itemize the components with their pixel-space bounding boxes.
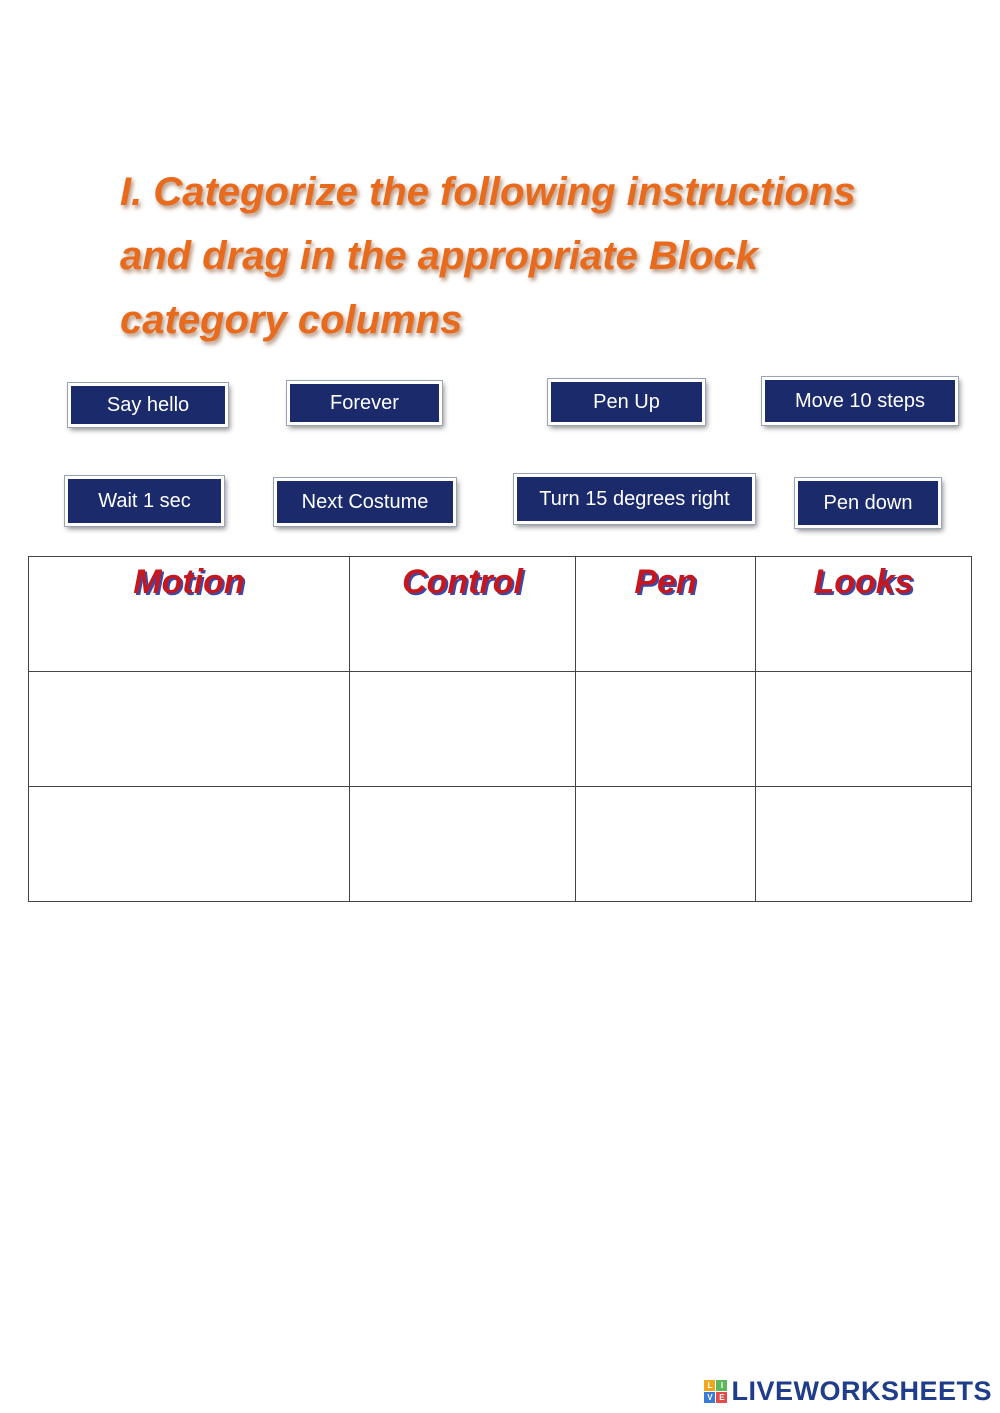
drop-cell-motion-3[interactable] [29, 787, 350, 902]
drop-cell-control-1[interactable] [350, 557, 576, 672]
block-pen-up[interactable]: Pen Up [548, 379, 705, 425]
block-move-10-steps[interactable]: Move 10 steps [762, 377, 958, 425]
instruction-line-1: I. Categorize the following instructions [120, 170, 856, 214]
block-forever[interactable]: Forever [287, 381, 442, 425]
column-header-motion: Motion [133, 563, 245, 601]
drop-cell-control-2[interactable] [350, 672, 576, 787]
column-header-looks: Looks [813, 563, 914, 601]
liveworksheets-wordmark: LIVEWORKSHEETS [731, 1376, 992, 1406]
drop-cell-looks-1[interactable] [756, 557, 972, 672]
drop-cell-pen-1[interactable] [576, 557, 756, 672]
drop-cell-control-3[interactable] [350, 787, 576, 902]
block-wait-1-sec[interactable]: Wait 1 sec [65, 476, 224, 526]
drop-cell-motion-1[interactable] [29, 557, 350, 672]
drop-cell-motion-2[interactable] [29, 672, 350, 787]
table-row-header [29, 557, 972, 672]
column-header-pen: Pen [634, 563, 697, 601]
table-row [29, 787, 972, 902]
instruction-line-3: category columns [120, 298, 463, 342]
drop-cell-pen-3[interactable] [576, 787, 756, 902]
drop-cell-looks-2[interactable] [756, 672, 972, 787]
block-turn-15-degrees-right[interactable]: Turn 15 degrees right [514, 474, 755, 524]
liveworksheets-logo-icon: L I V E [704, 1380, 727, 1403]
column-header-control: Control [402, 563, 523, 601]
liveworksheets-brand [704, 1376, 992, 1407]
block-say-hello[interactable]: Say hello [68, 383, 228, 427]
drop-cell-looks-3[interactable] [756, 787, 972, 902]
table-row [29, 672, 972, 787]
block-pen-down[interactable]: Pen down [795, 478, 941, 528]
instruction-line-2: and drag in the appropriate Block [120, 234, 758, 278]
block-next-costume[interactable]: Next Costume [274, 478, 456, 526]
category-table [28, 556, 972, 902]
instruction-title [120, 160, 940, 352]
drop-cell-pen-2[interactable] [576, 672, 756, 787]
